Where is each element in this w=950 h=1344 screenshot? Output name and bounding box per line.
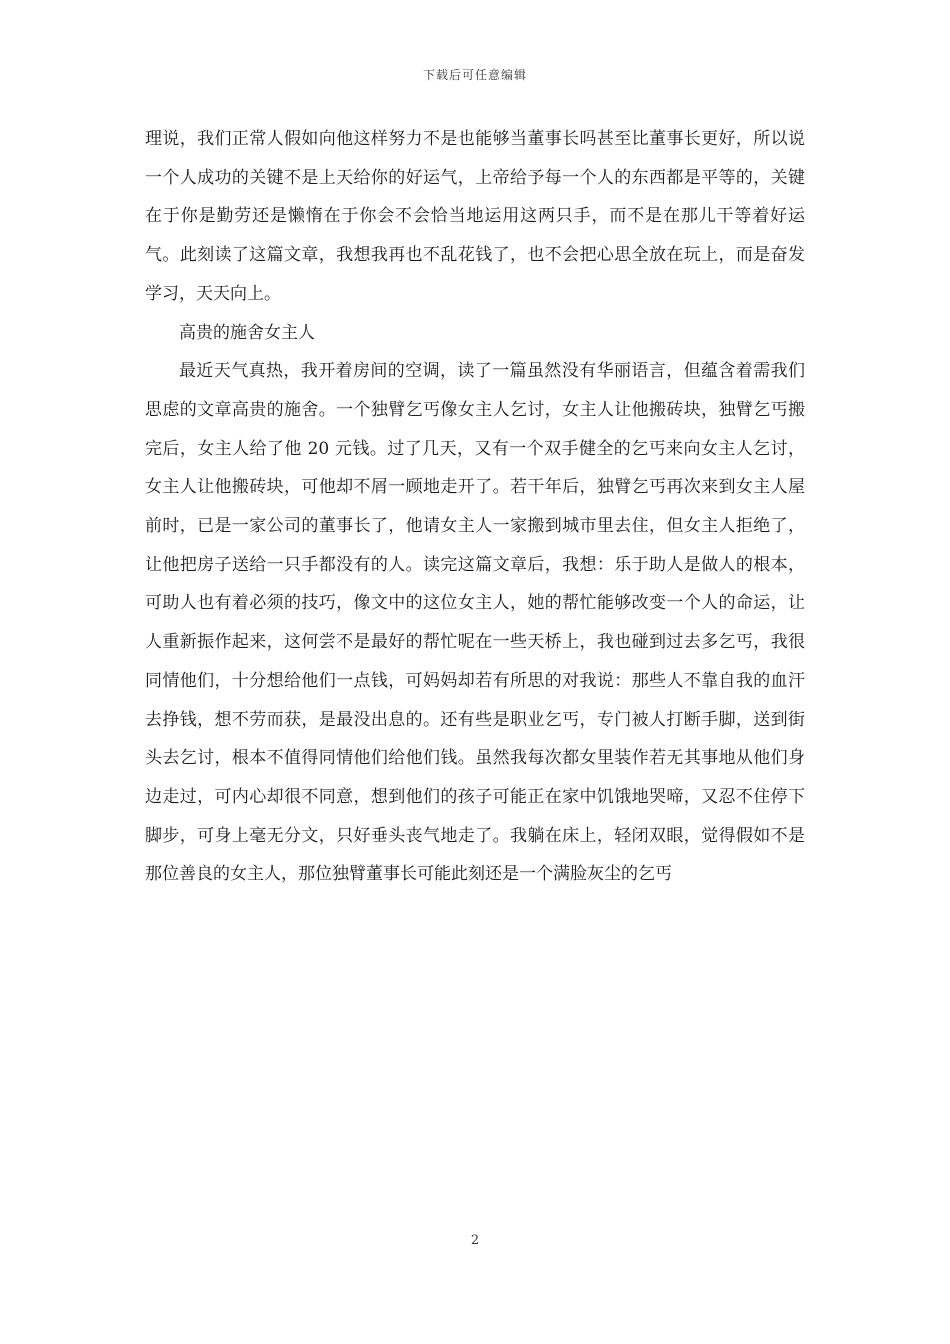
- page-header: 下载后可任意编辑: [422, 68, 527, 82]
- section-heading: 高贵的施舍女主人: [179, 322, 315, 343]
- page-number: 2: [470, 1233, 480, 1248]
- paragraph-body: 最近天气真热，我开着房间的空调，读了一篇虽然没有华丽语言，但蕴含着需我们思虑的文章高贵的施舍。一个独臂乞丐像女主人乞讨，女主人让他搬砖块，独臂乞丐搬完后，女主人给了他 20 元钱。过了几天，又有一个双手健全的乞丐来向女主人乞讨，女主人让他搬砖块，可他却不屑一顾地走开了。若干年后，独臂乞丐再次来到女主人屋前时，已是一家公司的董事长了，他请女主人一家搬到城市里去住，但女主人拒绝了，让他把房子送给一只手都没有的人。读完这篇文章后，我想：乐于助人是做人的根本，可助人也有着必须的技巧，像文中的这位女主人，她的帮忙能够改变一个人的命运，让人重新振作起来，这何尝不是最好的帮忙呢在一些天桥上，我也碰到过去多乞丐，我很同情他们，十分想给他们一点钱，可妈妈却若有所思的对我说：那些人不靠自我的血汗去挣钱，想不劳而获，是最没出息的。还有些是职业乞丐，专门被人打断手脚，送到街头去乞讨，根本不值得同情他们给他们钱。虽然我每次都女里装作若无其事地从他们身边走过，可内心却很不同意，想到他们的孩子可能正在家中饥饿地哭啼，又忍不住停下脚步，可身上毫无分文，只好垂头丧气地走了。我躺在床上，轻闭双眼，觉得假如不是那位善良的女主人，那位独臂董事长可能此刻还是一个满脸灰尘的乞丐: [145, 361, 805, 885]
- document-body: [145, 120, 805, 894]
- paragraph-continued: 理说，我们正常人假如向他这样努力不是也能够当董事长吗甚至比董事长更好，所以说一个人成功的关键不是上天给你的好运气，上帝给予每一个人的东西都是平等的，关键在于你是勤劳还是懒惰在于你会不会恰当地运用这两只手，而不是在那儿干等着好运气。此刻读了这篇文章，我想我再也不乱花钱了，也不会把心思全放在玩上，而是奋发学习，天天向上。: [145, 129, 805, 304]
